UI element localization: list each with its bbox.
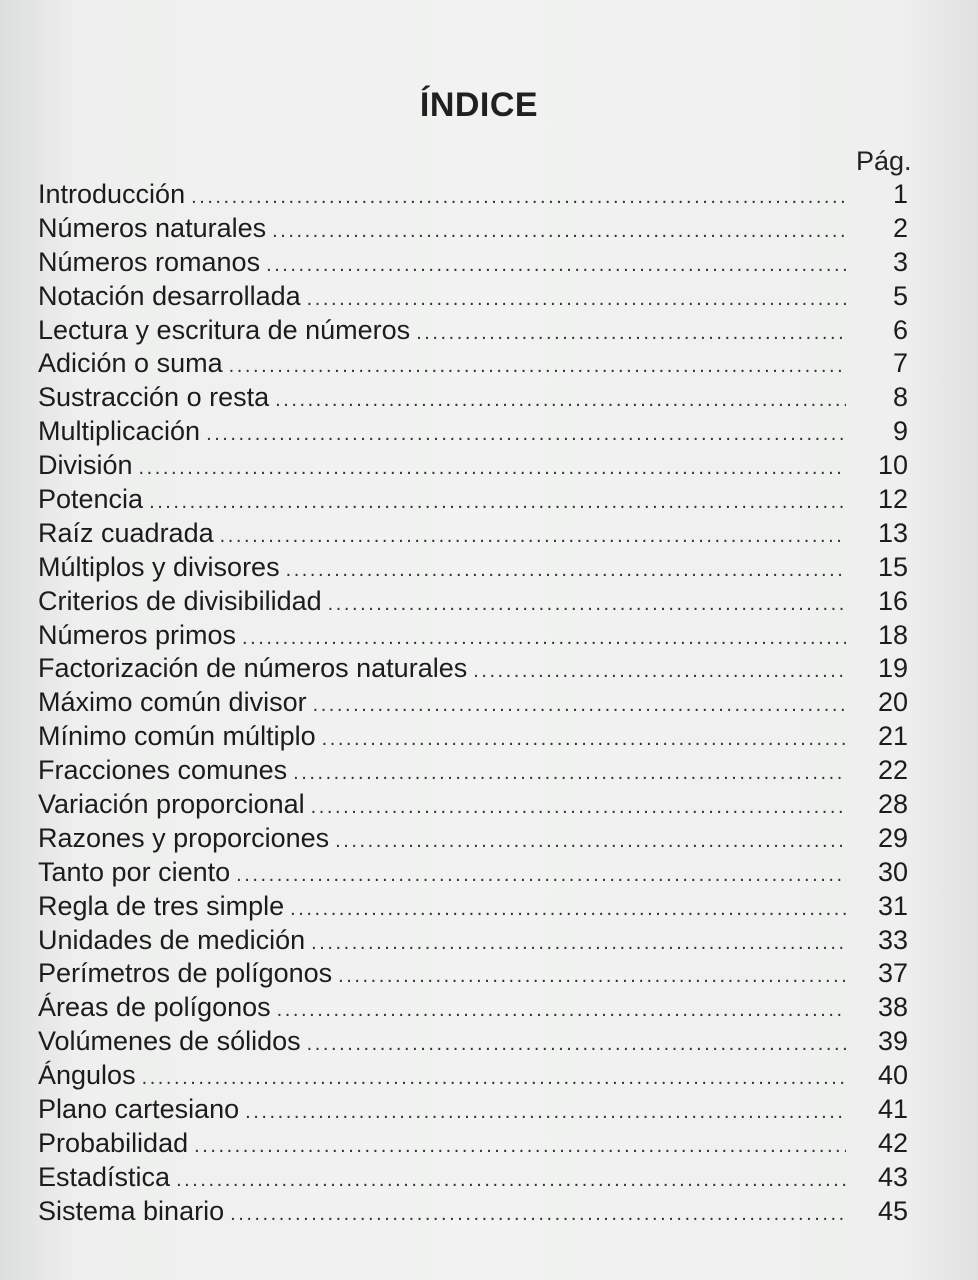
toc-entry: [38, 924, 918, 958]
dot-leader: [311, 791, 846, 825]
toc-entry: [38, 381, 918, 415]
toc-entry-label: Raíz cuadrada: [38, 517, 214, 548]
toc-entry-page: 2: [892, 212, 908, 243]
dot-leader: [335, 825, 846, 859]
toc-entry: [38, 585, 918, 619]
toc-entry-label: Tanto por ciento: [38, 856, 231, 887]
toc-entry: [38, 652, 918, 686]
toc-entry-page: 3: [892, 246, 908, 277]
toc-entry: [38, 754, 918, 788]
toc-entry-page: 12: [877, 484, 908, 515]
toc-entry-label: Ángulos: [38, 1060, 136, 1091]
toc-entry: [38, 246, 918, 280]
toc-entry-label: Fracciones comunes: [38, 755, 288, 786]
dot-leader: [139, 452, 846, 486]
toc-entry: [38, 1025, 918, 1059]
dot-leader: [286, 554, 846, 588]
toc-entry-label: Factorización de números naturales: [38, 653, 468, 684]
dot-leader: [229, 350, 846, 384]
dot-leader: [242, 622, 846, 656]
toc-entry-page: 16: [877, 585, 908, 616]
dot-leader: [290, 893, 846, 927]
dot-leader: [206, 418, 846, 452]
toc-entry: [38, 1195, 918, 1229]
toc-entry-page: 21: [877, 721, 908, 752]
toc-entry-page: 38: [877, 992, 908, 1023]
dot-leader: [338, 960, 846, 994]
toc-entry-label: Lectura y escritura de números: [38, 314, 411, 345]
toc-entry: [38, 280, 918, 314]
toc-entry: [38, 178, 918, 212]
toc-entry: [38, 890, 918, 924]
toc-entry-label: Notación desarrollada: [38, 280, 301, 311]
toc-entry-label: Estadística: [38, 1161, 171, 1192]
toc-entry-page: 39: [877, 1026, 908, 1057]
toc-entry-page: 29: [877, 822, 908, 853]
toc-entry: [38, 1093, 918, 1127]
dot-leader: [277, 994, 846, 1028]
dot-leader: [191, 181, 846, 215]
dot-leader: [266, 249, 846, 283]
dot-leader: [194, 1130, 846, 1164]
dot-leader: [307, 283, 846, 317]
dot-leader: [142, 1062, 846, 1096]
dot-leader: [176, 1164, 846, 1198]
toc-entry: [38, 619, 918, 653]
toc-entry-page: 22: [877, 755, 908, 786]
toc-entry-label: Múltiplos y divisores: [38, 551, 280, 582]
dot-leader: [220, 520, 846, 554]
toc-entry: [38, 449, 918, 483]
toc-entry-label: Máximo común divisor: [38, 687, 307, 718]
toc-entry-label: Variación proporcional: [38, 789, 305, 820]
toc-entry-label: Mínimo común múltiplo: [38, 721, 316, 752]
toc-entry-label: Adición o suma: [38, 348, 223, 379]
toc-entry: [38, 517, 918, 551]
toc-entry-page: 7: [892, 348, 908, 379]
toc-entry-page: 30: [877, 856, 908, 887]
toc-entry-page: 43: [877, 1161, 908, 1192]
toc-entry-label: Multiplicación: [38, 416, 201, 447]
dot-leader: [272, 215, 846, 249]
toc-entry-label: Sustracción o resta: [38, 382, 270, 413]
dot-leader: [149, 486, 846, 520]
toc-entry-label: Potencia: [38, 484, 144, 515]
toc-entry-label: Números romanos: [38, 246, 261, 277]
dot-leader: [322, 723, 846, 757]
toc-entry: [38, 1127, 918, 1161]
toc-entry-label: Unidades de medición: [38, 924, 306, 955]
toc-entry-page: 28: [877, 789, 908, 820]
toc-entry: [38, 856, 918, 890]
toc-entry-label: Perímetros de polígonos: [38, 958, 333, 989]
dot-leader: [307, 1028, 846, 1062]
toc-entry-page: 15: [877, 551, 908, 582]
toc-entry-page: 6: [892, 314, 908, 345]
toc-entry-label: Criterios de divisibilidad: [38, 585, 322, 616]
toc-entry-page: 42: [877, 1127, 908, 1158]
toc-entry: [38, 1161, 918, 1195]
toc-entry: [38, 957, 918, 991]
toc-entry: [38, 415, 918, 449]
page-column-header: Pág.: [856, 146, 912, 176]
toc-entry-page: 40: [877, 1060, 908, 1091]
toc-entry-label: Plano cartesiano: [38, 1094, 240, 1125]
toc-entry-page: 18: [877, 619, 908, 650]
toc-entry: [38, 212, 918, 246]
toc-entry: [38, 483, 918, 517]
toc-entry: [38, 822, 918, 856]
page-title: ÍNDICE: [419, 86, 539, 124]
dot-leader: [416, 317, 846, 351]
toc-entry: [38, 720, 918, 754]
toc-entry-label: Razones y proporciones: [38, 822, 330, 853]
dot-leader: [230, 1198, 846, 1232]
toc-entry: [38, 551, 918, 585]
toc-entry-label: Regla de tres simple: [38, 890, 285, 921]
toc-entry-label: Volúmenes de sólidos: [38, 1026, 301, 1057]
toc-entry-page: 31: [877, 890, 908, 921]
toc-entry: [38, 991, 918, 1025]
dot-leader: [311, 927, 846, 961]
toc-entry-label: Probabilidad: [38, 1127, 189, 1158]
toc-entry-page: 9: [892, 416, 908, 447]
dot-leader: [236, 859, 846, 893]
dot-leader: [275, 384, 846, 418]
toc-entry-label: Números primos: [38, 619, 237, 650]
dot-leader: [313, 689, 846, 723]
toc-entry-page: 10: [877, 450, 908, 481]
dot-leader: [245, 1096, 846, 1130]
dot-leader: [328, 588, 846, 622]
toc-entry-page: 1: [892, 179, 908, 209]
toc-entry: [38, 1059, 918, 1093]
toc-entry-label: Números naturales: [38, 212, 267, 243]
toc-entry: [38, 347, 918, 381]
toc-entry: [38, 686, 918, 720]
toc-entry-page: 33: [877, 924, 908, 955]
toc-entry-page: 8: [892, 382, 908, 413]
toc-entry-page: 45: [877, 1195, 908, 1226]
dot-leader: [473, 655, 846, 689]
toc-entry-page: 41: [877, 1094, 908, 1125]
toc-entry-page: 37: [877, 958, 908, 989]
toc-entry-page: 13: [877, 517, 908, 548]
toc-entry-label: División: [38, 450, 133, 481]
table-of-contents: [38, 178, 918, 1229]
toc-entry: [38, 788, 918, 822]
toc-entry-page: 20: [877, 687, 908, 718]
toc-entry-label: Introducción: [38, 179, 186, 209]
toc-entry-page: 19: [877, 653, 908, 684]
toc-entry-label: Sistema binario: [38, 1195, 225, 1226]
dot-leader: [293, 757, 846, 791]
toc-entry-label: Áreas de polígonos: [38, 992, 271, 1023]
toc-entry: [38, 314, 918, 348]
toc-entry-page: 5: [892, 280, 908, 311]
